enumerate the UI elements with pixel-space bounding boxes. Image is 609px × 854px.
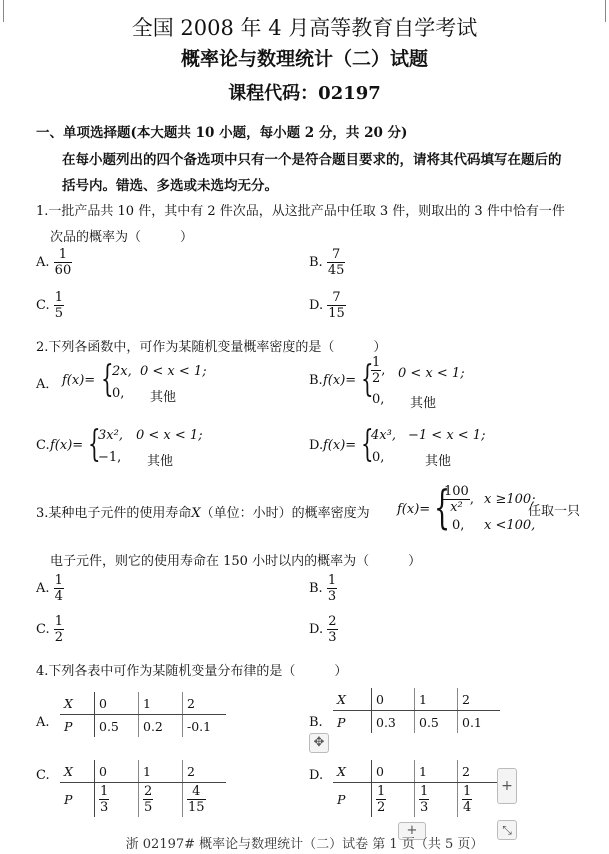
option-label: A.	[36, 255, 50, 270]
denominator: 3	[327, 589, 337, 604]
q2-option-d-function: f(x)=	[323, 438, 357, 453]
q4-option-a-label: A.	[36, 715, 50, 730]
table-cell: 1	[415, 760, 458, 783]
table-cell	[458, 783, 501, 817]
table-cell: 0.3	[372, 711, 415, 734]
numerator: 7	[327, 290, 346, 306]
q2-option-c-function: f(x)=	[50, 438, 84, 453]
option-label: D.	[309, 298, 324, 313]
q2-c-row1-cond: 0 < x < 1;	[136, 428, 203, 443]
table-cell	[95, 783, 139, 817]
table-cell: 0.1	[458, 711, 501, 734]
numerator: 1	[54, 573, 63, 588]
numerator: 1	[100, 784, 109, 800]
q2-c-row2-expr: −1,	[98, 450, 122, 465]
fraction	[54, 573, 64, 604]
q1-option-d	[309, 290, 346, 321]
resize-handle-icon[interactable]: ⤡	[497, 820, 517, 840]
fraction	[327, 614, 337, 645]
table-header-p: P	[60, 783, 95, 817]
q3-row2-cond: x <100,	[484, 518, 536, 533]
q2-a-row2-cond: 其他	[150, 390, 177, 405]
q2-a-row1-expr: 2x,	[112, 364, 132, 379]
q3-option-b	[309, 573, 337, 604]
left-brace-icon: {	[101, 359, 114, 400]
option-label: C.	[36, 298, 50, 313]
fraction	[327, 290, 346, 321]
q2-b-row2-expr: 0,	[372, 392, 385, 407]
q3-stem-part1	[36, 502, 370, 521]
option-label: A.	[36, 581, 50, 596]
q2-b-row1-expr: $\frac{1}{2}$ ,	[372, 355, 386, 386]
q3-variable: X	[191, 506, 201, 521]
table-cell: -0.1	[183, 715, 227, 738]
table-cell: 0.2	[139, 715, 183, 738]
numerator: 1	[54, 290, 64, 305]
fraction	[376, 784, 386, 815]
q2-option-b-function: f(x)=	[323, 373, 357, 388]
table-cell	[139, 783, 183, 817]
q2-option-b-label: B.	[309, 373, 323, 388]
q1-stem-line1: 1.一批产品共 10 件，其中有 2 件次品，从这批产品中任取 3 件，则取出的 3 件中恰有一件	[36, 204, 565, 219]
fraction	[419, 784, 429, 815]
denominator: 2	[372, 371, 381, 386]
q2-stem: 2.下列各函数中，可作为某随机变量概率密度的是（ ）	[36, 340, 387, 355]
add-column-button[interactable]: +	[497, 768, 517, 804]
table-row	[60, 760, 226, 783]
table-row	[333, 711, 500, 734]
table-row	[60, 692, 226, 715]
fraction	[54, 247, 73, 278]
course-code: 课程代码：02197	[228, 83, 381, 104]
fraction	[327, 573, 337, 604]
q3-function: f(x)=	[397, 502, 431, 517]
q2-option-d-label: D.	[309, 438, 324, 453]
numerator: 1	[377, 784, 386, 800]
q2-d-row1-cond: −1 < x < 1;	[408, 428, 486, 443]
numerator: 4	[187, 784, 206, 800]
table-cell: 0	[372, 760, 415, 783]
q4-option-c-label: C.	[36, 768, 50, 783]
table-header-p: P	[60, 715, 95, 738]
fraction	[143, 784, 153, 815]
numerator: 1	[420, 784, 429, 800]
fraction	[54, 614, 64, 645]
q2-b-row2-cond: 其他	[410, 396, 437, 411]
q2-a-row2-expr: 0,	[112, 386, 125, 401]
denominator: 5	[54, 306, 64, 321]
table-row	[60, 715, 226, 738]
q3-text-b: （单位：小时）的概率密度为	[200, 506, 370, 521]
table-cell: 0	[95, 692, 139, 715]
q3-option-a	[36, 573, 64, 604]
q2-b-row1-cond: 0 < x < 1;	[398, 366, 465, 381]
table-cell: 2	[458, 760, 501, 783]
table-cell: 1	[415, 688, 458, 711]
table-cell: 0.5	[95, 715, 139, 738]
table-cell: 2	[458, 688, 501, 711]
denominator: 4	[54, 589, 63, 604]
q3-row1-expr: $\frac{100}{\text{x²}}$ ,	[444, 484, 474, 515]
q4-table-b	[333, 688, 500, 733]
section-instruction-line2: 括号内。错选、多选或未选均无分。	[62, 178, 278, 194]
q1-option-b	[309, 247, 345, 278]
q1-option-c	[36, 290, 64, 321]
numerator: 2	[328, 614, 337, 629]
option-label: D.	[309, 622, 324, 637]
numerator: 1	[327, 573, 337, 588]
q2-d-row2-expr: 0,	[372, 450, 385, 465]
table-cell	[372, 783, 415, 817]
section-heading: 一、单项选择题(本大题共 10 小题，每小题 2 分，共 20 分)	[36, 125, 408, 141]
denominator: 3	[420, 800, 429, 816]
table-row	[60, 783, 226, 817]
table-header-x: X	[333, 760, 372, 783]
left-brace-icon: {	[88, 424, 101, 465]
denominator: 45	[327, 263, 345, 278]
fraction	[54, 290, 64, 321]
denominator: 15	[188, 800, 205, 816]
left-brace-icon: {	[361, 359, 374, 400]
option-label: B.	[309, 581, 323, 596]
table-row	[333, 760, 500, 783]
denominator: 2	[377, 800, 386, 816]
q4-table-a	[60, 692, 226, 737]
q2-d-row1-expr: 4x³,	[371, 428, 396, 443]
denominator: 2	[54, 630, 64, 645]
table-header-x: X	[60, 692, 95, 715]
move-handle-icon[interactable]: ✥	[309, 733, 329, 753]
numerator: 1	[372, 355, 381, 370]
denominator: 15	[328, 306, 345, 321]
q3-text-a: 3.某种电子元件的使用寿命	[36, 506, 192, 521]
table-row	[333, 783, 500, 817]
table-cell: 0	[95, 760, 139, 783]
table-cell: 2	[183, 760, 227, 783]
q4-stem: 4.下列各表中可作为某随机变量分布律的是（ ）	[36, 664, 348, 679]
table-cell	[183, 783, 227, 817]
fraction	[462, 784, 472, 815]
q2-option-a-label: A．	[36, 377, 59, 392]
left-brace-icon: {	[434, 480, 451, 534]
section-instruction-line1: 在每小题列出的四个备选项中只有一个是符合题目要求的，请将其代码填写在题后的	[62, 152, 562, 168]
table-header-p: P	[333, 783, 372, 817]
fraction	[187, 784, 206, 815]
q3-stem-tail: 任取一只	[528, 504, 581, 519]
q3-row2-expr: 0,	[452, 518, 465, 533]
fraction	[371, 355, 381, 386]
q1-option-a	[36, 247, 72, 278]
numerator: 7	[327, 247, 346, 263]
q4-option-b-label: B.	[309, 715, 323, 730]
table-row	[333, 688, 500, 711]
q2-a-row1-cond: 0 < x < 1;	[140, 364, 207, 379]
option-label: C.	[36, 622, 50, 637]
fraction	[99, 784, 109, 815]
page-footer: 浙 02197# 概率论与数理统计（二）试卷 第 1 页（共 5 页）	[125, 837, 484, 852]
table-cell: 2	[183, 692, 227, 715]
exam-title: 全国 2008 年 4 月高等教育自学考试	[131, 16, 478, 40]
q2-c-row1-expr: 3x²,	[98, 428, 123, 443]
add-row-button[interactable]: +	[398, 822, 426, 840]
q2-option-c-label: C.	[36, 438, 50, 453]
table-header-x: X	[333, 688, 372, 711]
q2-d-row2-cond: 其他	[425, 454, 452, 469]
table-cell: 0	[372, 688, 415, 711]
option-label: B.	[309, 255, 323, 270]
q1-stem-line2: 次品的概率为（ ）	[50, 230, 194, 245]
q3-option-d	[309, 614, 338, 645]
q2-c-row2-cond: 其他	[147, 454, 174, 469]
numerator: 2	[144, 784, 153, 800]
table-cell: 0.5	[415, 711, 458, 734]
q4-table-d	[333, 760, 500, 817]
denominator: x²	[450, 500, 463, 515]
q2-option-a-function: f(x)=	[62, 373, 96, 388]
subject-title: 概率论与数理统计（二）试题	[180, 48, 428, 70]
table-cell: 1	[139, 760, 183, 783]
table-cell	[415, 783, 458, 817]
denominator: 3	[328, 630, 337, 645]
fraction	[443, 484, 470, 515]
q4-option-d-label: D.	[309, 768, 324, 783]
left-brace-icon: {	[361, 424, 374, 465]
denominator: 5	[144, 800, 153, 816]
q3-stem-line2: 电子元件，则它的使用寿命在 150 小时以内的概率为（ ）	[50, 554, 422, 569]
q3-row1-cond: x ≥100;	[484, 492, 536, 507]
numerator: 1	[54, 247, 73, 263]
numerator: 1	[463, 784, 472, 800]
denominator: 4	[463, 800, 472, 816]
numerator: 1	[54, 614, 64, 629]
denominator: 60	[54, 263, 72, 278]
table-cell: 1	[139, 692, 183, 715]
q4-table-c	[60, 760, 226, 817]
fraction	[327, 247, 346, 278]
table-header-x: X	[60, 760, 95, 783]
numerator: 100	[444, 484, 469, 499]
q3-option-c	[36, 614, 64, 645]
denominator: 3	[100, 800, 109, 816]
table-header-p: P	[333, 711, 372, 734]
